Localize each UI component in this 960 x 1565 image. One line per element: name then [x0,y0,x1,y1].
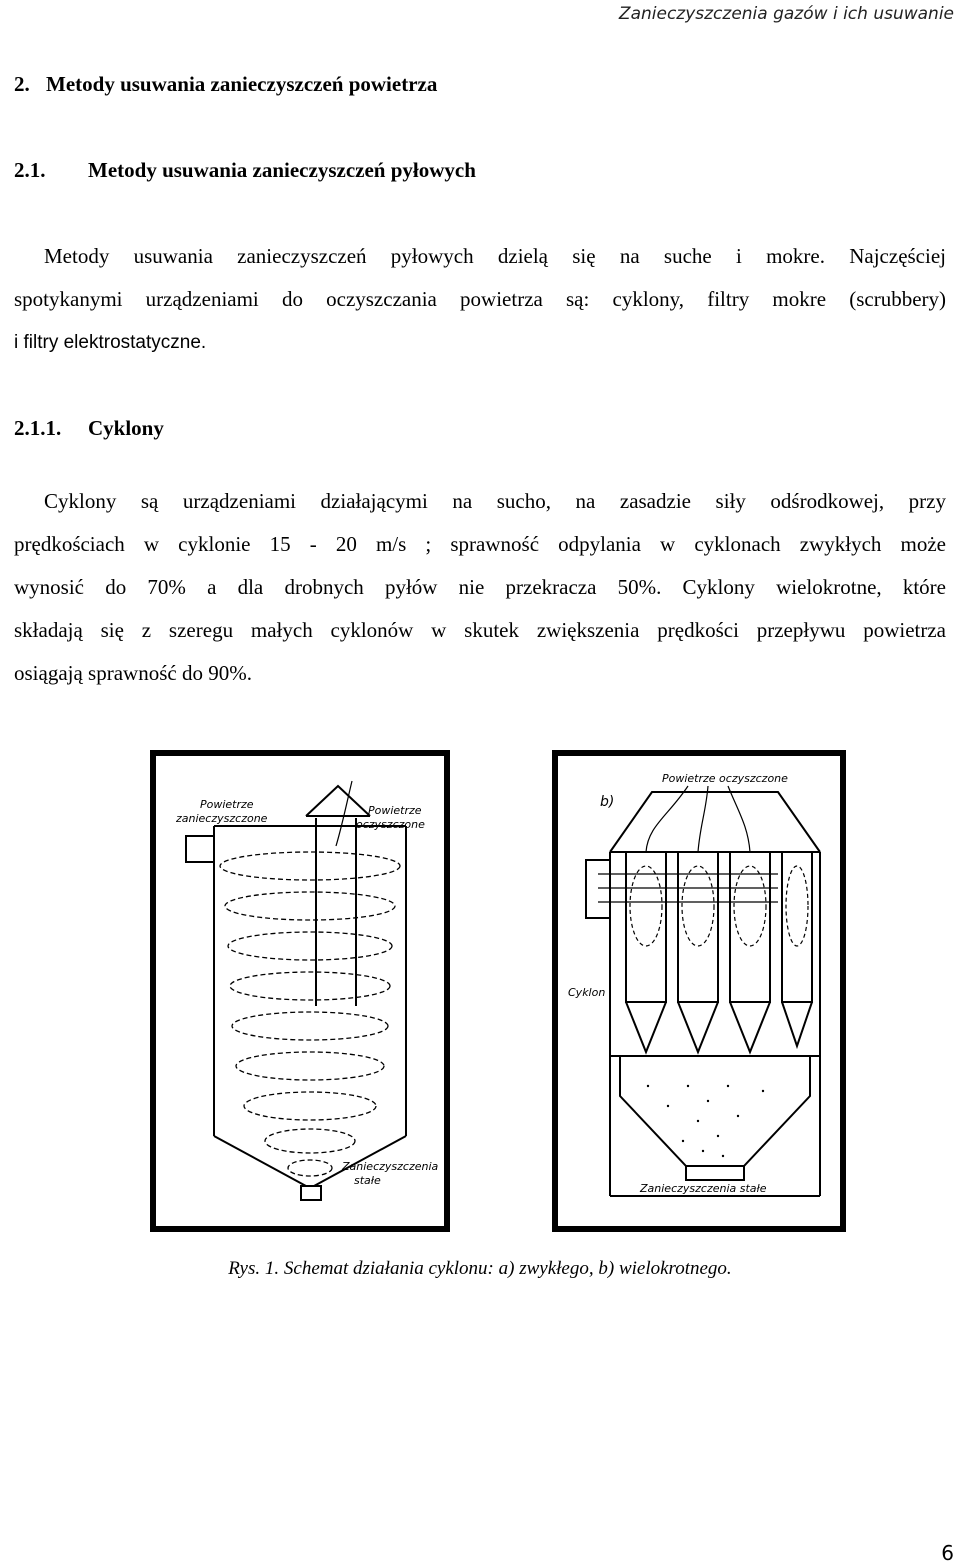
intro-line: Metody usuwania zanieczyszczeń pyłowych dzielą się na suche i mokre. Najczęściej [44,244,946,268]
subsection-number: 2.1. [14,158,46,182]
body-line: wynosić do 70% a dla drobnych pyłów nie przekracza 50%. Cyklony wielokrotne, które [14,575,946,599]
cyclone-diagram-b [558,756,840,1226]
body-line: składają się z szeregu małych cyklonów w skutek zwiększenia prędkości przepływu powietrza [14,618,946,642]
figure-a-cyclone [150,750,450,1232]
page-number: 6 [941,1541,954,1565]
figure-a-outlet-label: Powietrze [368,804,422,817]
figure-a-solids-label: stałe [354,1174,381,1187]
figure-a-outlet-label: oczyszczone [356,818,425,831]
subsubsection-heading [14,416,164,441]
intro-line: i filtry elektrostatyczne. [14,332,207,353]
cyclone-diagram-a [156,756,444,1226]
body-line: Cyklony są urządzeniami działającymi na sucho, na zasadzie siły odśrodkowej, przy [44,489,946,513]
body-line: prędkościach w cyklonie 15 - 20 m/s ; sprawność odpylania w cyklonach zwykłych może [14,532,946,556]
subsection-title: Metody usuwania zanieczyszczeń pyłowych [88,158,476,182]
figure-b-multicyclone [552,750,846,1232]
section-heading [14,72,437,97]
figure-b-cyclone-label: Cyklon [568,986,606,999]
figure-b-panel-letter: b) [600,794,615,810]
intro-paragraph [14,235,946,364]
subsection-heading [14,158,476,183]
subsubsection-title: Cyklony [88,416,164,440]
figure-b-outlet-label: Powietrze oczyszczone [662,772,788,785]
section-number: 2. [14,72,30,96]
subsubsection-number: 2.1.1. [14,416,62,440]
body-line: osiągają sprawność do 90%. [14,661,252,685]
figure-b-solids-label: Zanieczyszczenia stałe [640,1182,767,1195]
figure-a-solids-label: Zanieczyszczenia [342,1160,439,1173]
running-header: Zanieczyszczenia gazów i ich usuwanie [618,4,954,24]
figure-a-inlet-label: Powietrze [200,798,254,811]
body-paragraph [14,480,946,695]
figure-caption: Rys. 1. Schemat działania cyklonu: a) zwykłego, b) wielokrotnego. [228,1258,732,1279]
figure-a-inlet-label: zanieczyszczone [176,812,268,825]
section-title: Metody usuwania zanieczyszczeń powietrza [46,72,438,96]
intro-line: spotykanymi urządzeniami do oczyszczania powietrza są: cyklony, filtry mokre (scrubbery) [14,287,946,311]
